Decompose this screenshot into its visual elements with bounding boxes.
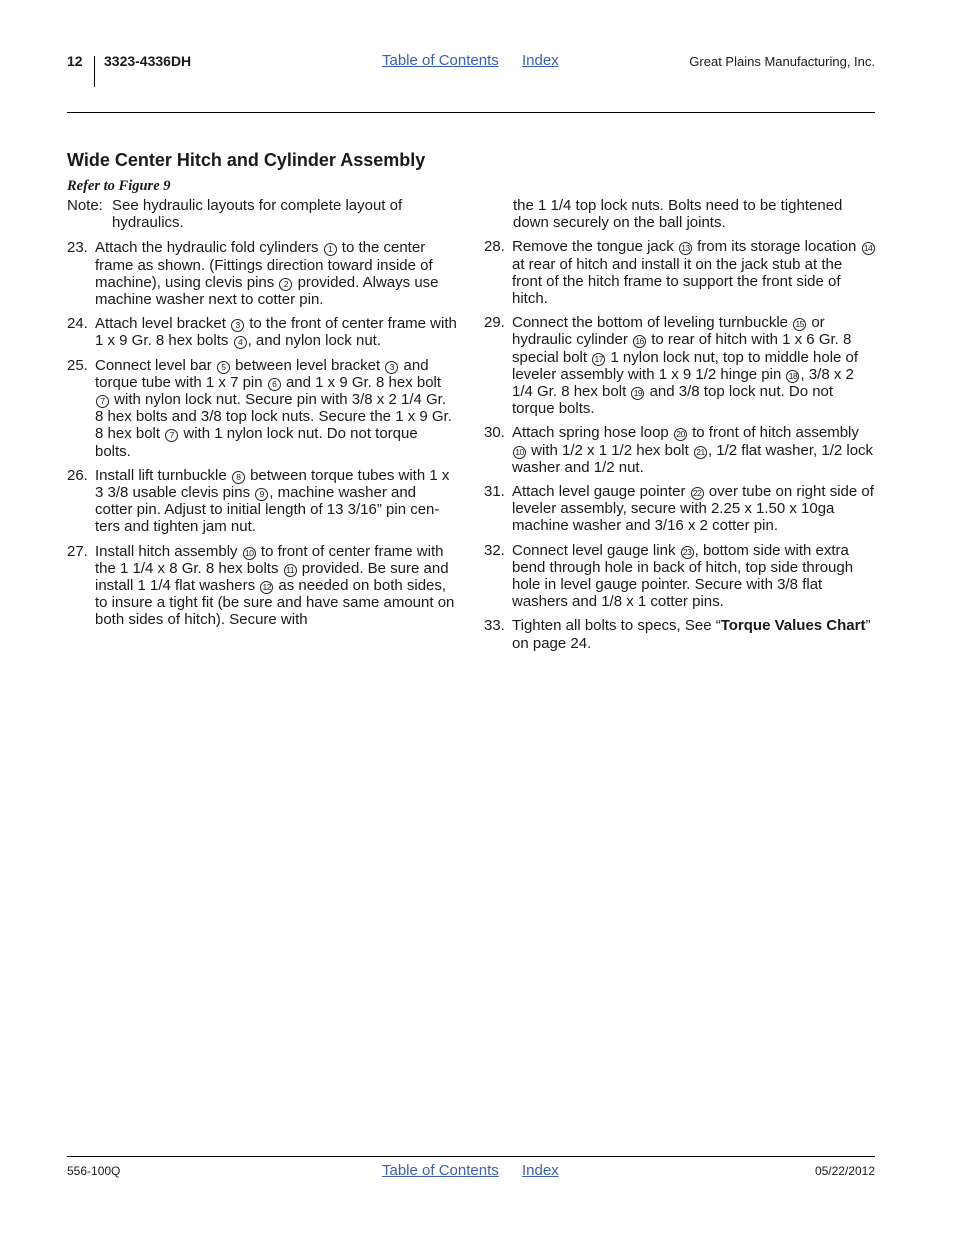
header-index-link[interactable]: Index	[522, 52, 559, 69]
step-number: 26.	[67, 466, 88, 484]
note-label: Note:	[67, 197, 103, 214]
footer-rule	[67, 1156, 875, 1157]
callout: 12	[260, 581, 273, 594]
callout: 20	[674, 428, 687, 441]
step-text: Tighten all bolts to specs, See “Torque Values Chart” on page 24.	[512, 617, 871, 652]
section-title: Wide Center Hitch and Cylinder Assembly	[67, 150, 426, 170]
figure-reference: Refer to Figure 9	[67, 178, 171, 194]
callout: 14	[862, 242, 875, 255]
callout: 3	[231, 319, 244, 332]
header-rule	[67, 112, 875, 113]
step-number: 25.	[67, 356, 88, 374]
publish-date: 05/22/2012	[814, 1164, 875, 1178]
step-text: Connect level bar 5 between level bracket 3 and torque tube with 1 x 7 pin 6 and 1 x 9 Gr. 8 hex bolt 7 with nylon lock nut. Secure pin with 3/8 x 2 1/4 Gr. 8 hex bolts and 3/8 top lock nuts. Secure the 1 x 9 Gr. 8 hex bolt 7 with 1 nylon lock nut. Do not torque bolts.	[95, 356, 452, 460]
step-number: 29.	[484, 314, 505, 332]
step-text: Attach level bracket 3 to the front of center frame with 1 x 9 Gr. 8 hex bolts 4 , and nylon lock nut.	[95, 315, 457, 350]
step-33	[484, 617, 876, 651]
doc-number: 3323-4336DH	[104, 53, 192, 69]
step-text: Remove the tongue jack 13 from its storage location 14 at rear of hitch and install it on the jack stub at the front of the hitch frame to support the front side of hitch.	[512, 238, 876, 307]
step-27	[67, 543, 457, 629]
step-number: 28.	[484, 238, 505, 256]
step-text: Connect the bottom of leveling turnbuckle 15 or hydraulic cylinder 16 to rear of hitch with 1 x 6 Gr. 8 special bolt 17 1 nylon lock nut, top to middle hole of leveler assembly with 1 x 9 1/2 hinge pin 18 , 3/8 x 2 1/4 Gr. 8 hex bolt 19 and 3/8 top lock nut. Do not torque bolts.	[512, 314, 859, 418]
part-number: 556-100Q	[67, 1164, 121, 1178]
callout: 23	[681, 546, 694, 559]
callout: 2	[279, 278, 292, 291]
callout: 21	[694, 446, 707, 459]
step-24	[67, 315, 457, 349]
callout: 3	[385, 361, 398, 374]
footer-toc-link[interactable]: Table of Contents	[382, 1162, 499, 1179]
footer-index-link[interactable]: Index	[522, 1162, 559, 1179]
note-text: See hydraulic layouts for complete layout of hydraulics.	[112, 197, 403, 232]
callout: 5	[217, 361, 230, 374]
right-column	[484, 197, 876, 659]
callout: 11	[284, 564, 297, 577]
step-number: 27.	[67, 542, 88, 560]
step-27-continued: the 1 1/4 top lock nuts. Bolts need to be tightened down securely on the ball joints.	[513, 197, 843, 232]
callout: 18	[786, 370, 799, 383]
note	[67, 197, 457, 231]
step-31	[484, 483, 876, 535]
page-number: 12	[67, 53, 83, 69]
step-text: Install hitch assembly 10 to front of center frame with the 1 1/4 x 8 Gr. 8 hex bolts 11 provided. Be sure and install 1 1/4 flat washers 12 as needed on both sides, to insure a tight fit (be sure and have same amount on both sides of hitch). Secure with	[95, 542, 455, 629]
callout: 13	[679, 242, 692, 255]
callout: 8	[232, 471, 245, 484]
step-text: Connect level gauge link 23 , bottom side with extra bend through hole in back of hitch, top side through hole in level gauge pointer. Secure with 3/8 flat washers and 1/8 x 1 cotter pins.	[512, 541, 854, 611]
step-23	[67, 239, 457, 308]
callout: 15	[793, 318, 806, 331]
company-name: Great Plains Manufacturing, Inc.	[689, 54, 875, 69]
step-number: 23.	[67, 239, 88, 257]
step-26	[67, 467, 457, 536]
step-number: 30.	[484, 424, 505, 442]
step-number: 32.	[484, 541, 505, 559]
callout: 9	[255, 488, 268, 501]
header-divider	[94, 56, 95, 87]
callout: 10	[513, 446, 526, 459]
torque-values-chart-reference: Torque Values Chart	[720, 617, 866, 635]
step-text: Install lift turnbuckle 8 between torque tubes with 1 x 3 3/8 usable clevis pins 9 , machine washer and cotter pin. Adjust to initial length of 13 3/16” pin cen-ters and tighten jam nut.	[95, 466, 450, 536]
step-text: Attach the hydraulic fold cylinders 1 to the center frame as shown. (Fittings direction toward inside of machine), using clevis pins 2 provided. Always use machine washer next to cotter pin.	[95, 239, 439, 309]
step-text: Attach spring hose loop 20 to front of hitch assembly 10 with 1/2 x 1 1/2 hex bolt 21 , 1/2 flat washer, 1/2 lock washer and 1/2 nut.	[512, 424, 874, 476]
callout: 16	[633, 335, 646, 348]
step-29	[484, 314, 876, 417]
callout: 17	[592, 353, 605, 366]
step-number: 24.	[67, 315, 88, 333]
callout: 4	[234, 336, 247, 349]
step-number: 31.	[484, 483, 505, 501]
callout: 7	[165, 429, 178, 442]
callout: 10	[243, 547, 256, 560]
header-toc-link[interactable]: Table of Contents	[382, 52, 499, 69]
callout: 19	[631, 387, 644, 400]
step-text: Attach level gauge pointer 22 over tube on right side of leveler assembly, secure with 2.25 x 1.50 x 10ga machine washer and 3/16 x 2 cotter pin.	[512, 483, 874, 535]
callout: 7	[96, 395, 109, 408]
callout: 1	[324, 243, 337, 256]
step-30	[484, 424, 876, 476]
callout: 22	[691, 487, 704, 500]
left-column	[67, 197, 457, 636]
step-25	[67, 357, 457, 460]
step-number: 33.	[484, 617, 505, 635]
step-32	[484, 542, 876, 611]
step-28	[484, 238, 876, 307]
callout: 6	[268, 378, 281, 391]
